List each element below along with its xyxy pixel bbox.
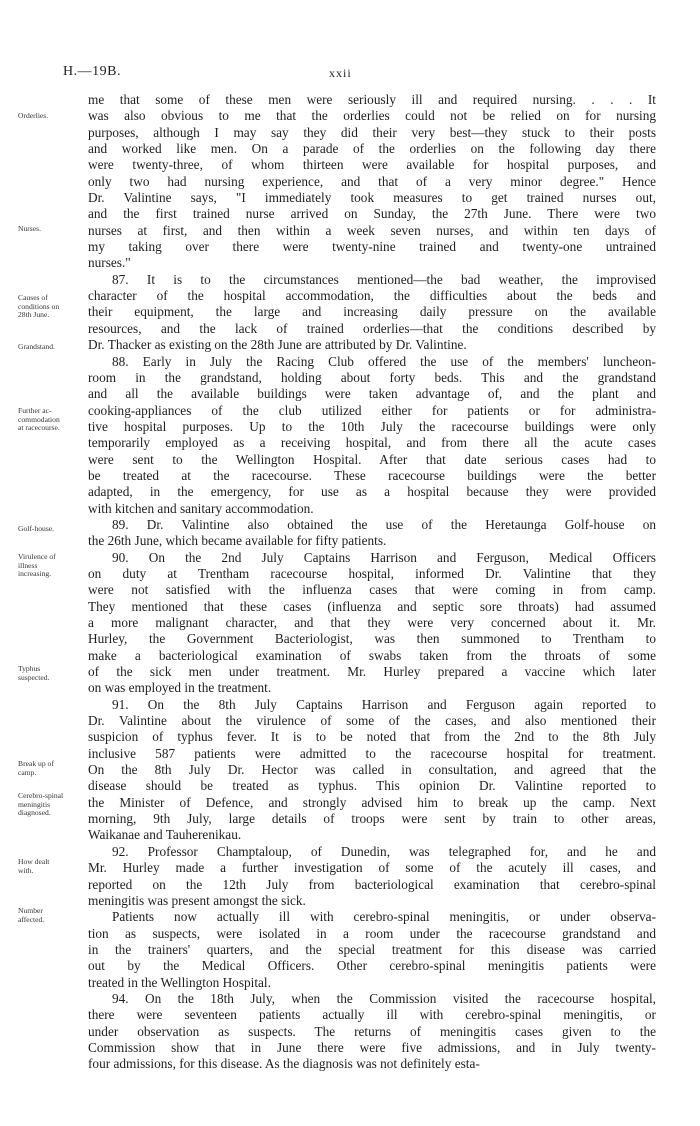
text-line: nurses.": [88, 255, 131, 271]
text-line: me that some of these men were seriously ill and required nursing. . . . It: [88, 92, 656, 107]
text-line: and all the available buildings were taken advantage of, and the plant and: [88, 386, 656, 402]
margin-note: [18, 343, 84, 352]
text-line: suspicion of typhus fever. It is to be noted that from the 2nd to the 8th July: [88, 729, 656, 745]
text-line: were not satisfied with the influenza cases that were coming in from camp.: [88, 582, 656, 598]
text-line: were sent to the Wellington Hospital. After that date serious cases had to: [88, 451, 656, 467]
text-line: the Minister of Defence, and strongly advised him to break up the camp. Next: [88, 794, 656, 810]
page-number: xxii: [329, 66, 352, 80]
margin-note: [18, 907, 84, 924]
text-line: on duty at Trentham racecourse hospital, informed Dr. Valintine that they: [88, 565, 656, 581]
margin-note-line: conditions on: [18, 301, 60, 311]
margin-note-line: suspected.: [18, 672, 50, 682]
margin-note-line: Grandstand.: [18, 342, 55, 351]
margin-note-line: affected.: [18, 914, 45, 924]
text-line: the 26th June, which became available for fifty patients.: [88, 533, 387, 549]
text-line: 94. On the 18th July, when the Commission visited the racecourse hospital,: [112, 990, 656, 1006]
margin-note-line: with.: [18, 865, 34, 875]
text-line: cooking-appliances of the club utilized either for patients or for administra-: [88, 402, 656, 418]
text-line: inclusive 587 patients were admitted to the racecourse hospital for treatment.: [88, 745, 656, 761]
text-line: On the 8th July Dr. Hector was called in consultation, and agreed that the: [88, 762, 656, 778]
margin-note-line: Typhus: [18, 664, 41, 673]
text-line: reported on the 12th July from bacteriological examination that cerebro-spinal: [88, 876, 656, 892]
text-line: room in the grandstand, holding about forty beds. This and the grandstand: [88, 369, 656, 385]
text-line: Dr. Valintine says, "I immediately took measures to get trained nurses out,: [88, 190, 656, 206]
text-line: with kitchen and sanitary accommodation.: [88, 500, 314, 516]
margin-note-line: Orderlies.: [18, 111, 49, 120]
text-line: tion as suspects, were isolated in a room under the racecourse grandstand and: [88, 925, 656, 941]
text-line: treated in the Wellington Hospital.: [88, 974, 271, 990]
text-line: Dr. Thacker as existing on the 28th June are attributed by Dr. Valintine.: [88, 337, 467, 353]
text-line: 89. Dr. Valintine also obtained the use of the Heretaunga Golf-house on: [112, 516, 656, 532]
text-line: Waikanae and Tauherenikau.: [88, 827, 242, 843]
margin-note-line: camp.: [18, 767, 37, 777]
margin-note-line: Golf-house.: [18, 524, 55, 533]
text-line: their equipment, the large and increasing daily pressure on the available: [88, 304, 656, 320]
text-line: tive hospital purposes. Up to the 10th July the racecourse buildings were only: [88, 418, 656, 434]
margin-note: [18, 792, 84, 818]
text-line: and the first trained nurse arrived on Sunday, the 27th June. There were two: [88, 206, 656, 222]
text-line: of the sick men under treatment. Mr. Hurley prepared a vaccine which later: [88, 664, 656, 680]
margin-note-line: Nurses.: [18, 224, 41, 233]
text-line: four admissions, for this disease. As the diagnosis was not definitely esta-: [88, 1056, 480, 1072]
text-line: were twenty-three, of whom thirteen were available for hospital purposes, and: [88, 157, 656, 173]
margin-note-line: Number: [18, 906, 43, 915]
text-line: Mr. Hurley made a further investigation of some of the acutely ill cases, and: [88, 860, 656, 876]
margin-note-line: illness: [18, 560, 38, 570]
text-line: purposes, although I may say they did their very best—they stuck to their posts: [88, 124, 656, 140]
margin-note: [18, 553, 84, 579]
text-line: 87. It is to the circumstances mentioned—the bad weather, the improvised: [112, 271, 656, 287]
text-line: only two had nursing experience, and that of a very minor degree." Hence: [88, 173, 656, 189]
margin-note-line: Virulence of: [18, 552, 56, 561]
text-line: temporarily employed as a receiving hospital, and from there all the acute cases: [88, 435, 656, 451]
text-line: 92. Professor Champtaloup, of Dunedin, was telegraphed for, and he and: [112, 843, 656, 859]
margin-note: [18, 525, 84, 534]
text-line: and worked like men. On a parade of the orderlies on the following day there: [88, 141, 656, 157]
margin-note-line: commodation: [18, 414, 60, 424]
text-line: be treated at the racecourse. These racecourse buildings were the better: [88, 467, 656, 483]
margin-note: [18, 225, 84, 234]
text-line: under observation as suspects. The returns of meningitis cases given to the: [88, 1023, 656, 1039]
text-line: 90. On the 2nd July Captains Harrison and Ferguson, Medical Officers: [112, 549, 656, 565]
margin-note-line: Further ac-: [18, 406, 52, 415]
text-line: adapted, in the emergency, for use as a hospital because they were provided: [88, 484, 656, 500]
text-line: was also obvious to me that the orderlies could not be relied on for nursing: [88, 108, 656, 124]
text-line: Hurley, the Government Bacteriologist, was then summoned to Trentham to: [88, 631, 656, 647]
text-line: Commission show that in June there were five admissions, and in July twenty-: [88, 1039, 656, 1055]
text-line: make a bacteriological examination of swabs taken from the throats of some: [88, 647, 656, 663]
text-line: They mentioned that these cases (influenza and septic sore throats) had assumed: [88, 598, 656, 614]
text-line: in the trainers' quarters, and the special treatment for this disease was carried: [88, 941, 656, 957]
body-text: [88, 92, 656, 1073]
text-line: 91. On the 8th July Captains Harrison and Ferguson again reported to: [112, 696, 656, 712]
text-line: meningitis was present amongst the sick.: [88, 892, 306, 908]
margin-note-line: Causes of: [18, 293, 48, 302]
text-line: Patients now actually ill with cerebro-spinal meningitis, or under observa-: [112, 909, 656, 925]
text-line: resources, and the lack of trained orderlies—that the conditions described by: [88, 320, 656, 336]
margin-note: [18, 665, 84, 682]
margin-note: [18, 858, 84, 875]
margin-note: [18, 760, 84, 777]
text-line: nurses at first, and then within a week seven nurses, and within ten days of: [88, 222, 656, 238]
text-line: morning, 9th July, large details of troops were sent by train to other areas,: [88, 811, 656, 827]
text-line: there were seventeen patients actually ill with cerebro-spinal meningitis, or: [88, 1007, 656, 1023]
margin-note-line: increasing.: [18, 569, 52, 579]
margin-note-line: How dealt: [18, 857, 50, 866]
text-line: character of the hospital accommodation, the difficulties about the beds and: [88, 288, 656, 304]
text-line: Dr. Valintine about the virulence of some of the cases, and also mentioned their: [88, 713, 656, 729]
margin-note-line: Cerebro-spinal: [18, 791, 64, 800]
margin-note: [18, 112, 84, 121]
margin-note-line: at racecourse.: [18, 423, 60, 433]
margin-note-line: diagnosed.: [18, 808, 51, 818]
margin-note-line: meningitis: [18, 799, 51, 809]
text-line: on was employed in the treatment.: [88, 680, 272, 696]
text-line: my taking over there were twenty-nine trained and twenty-one untrained: [88, 239, 656, 255]
margin-note-line: 28th June.: [18, 310, 50, 320]
text-line: disease should be treated as typhus. This opinion Dr. Valintine reported to: [88, 778, 656, 794]
text-line: a more malignant character, and that they were very concerned about it. Mr.: [88, 615, 656, 630]
margin-note: [18, 407, 84, 433]
margin-note: [18, 294, 84, 320]
text-line: 88. Early in July the Racing Club offered the use of the members' luncheon-: [112, 353, 656, 369]
document-id: H.—19B.: [63, 64, 121, 79]
margin-note-line: Break up of: [18, 759, 54, 768]
text-line: out by the Medical Officers. Other cerebro-spinal meningitis patients were: [88, 958, 656, 974]
